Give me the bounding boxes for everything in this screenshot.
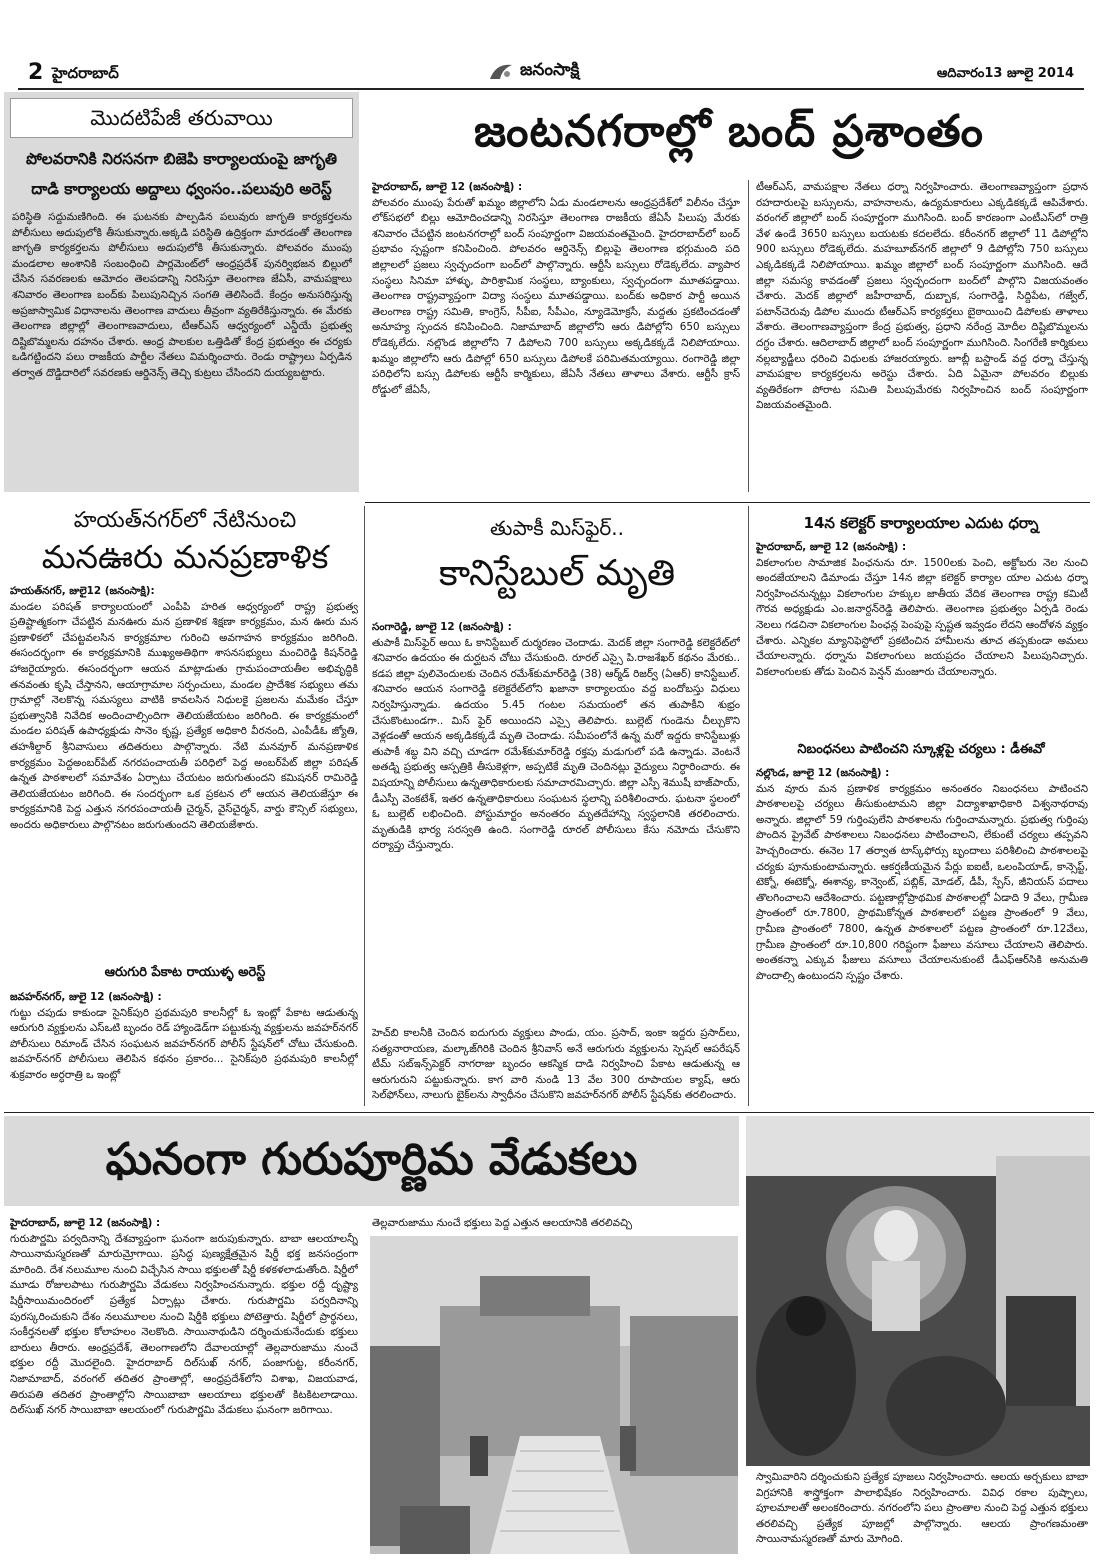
guru-caption-right: స్వామివారిని దర్శించుకుని ప్రత్యేక పూజలు నిర్వహించారు. ఆలయ అర్చకులు బాబా విగ్రహానికి శాస్త్రోక్తంగా పాలాభిషేకం నిర్వహించారు. వివిధ రకాల పుష్పాలు, పూలమాలతో అలంకరించారు. నగరంలోని పలు ప్రాంతాల నుంచి పెద్ద ఎత్తున భక్తులు తరలివచ్చి ప్రత్యేక పూజల్లో పాల్గొన్నారు. ఆలయ ప్రాంగణమంతా సాయినామస్మరణతో మారు మోగింది. [756,1471,1088,1546]
shrine-photo-art [746,1116,1090,1466]
continued-kicker [10,98,353,138]
col-divider-2 [364,506,365,1106]
kicker-text: మొదటిపేజీ తరువాయి [90,106,273,130]
arrest-dateline: జవహర్‌నగర్, జులై 12 (జనంసాక్షి) : [10,991,162,1003]
arrest-continued: హెచ్‌బి కాలనీకి చెందిన ఐదుగురు వ్యక్తులు పాండు, యం. ప్రసాద్, ఇంకా ఇద్దరు ప్రసాద్‌లు, సత్యనారాయణ, మల్కాజ్‌గిరికి చెందిన శ్రీనివాస్ అనే ఆరుగురు వ్యక్తులను స్పెషల్ ఆపరేషన్ టీమ్ సబ్‌ఇన్స్‌పెక్టర్ నాగరాజు బృందం ఆకస్మిక దాడి నిర్వహించి పేకాట ఆడుతున్న ఆ ఆరుగురుని పట్టుకున్నారు. కాగ వారి నుండి 13 వేల 300 రూపాయల క్యాష్, ఆరు సెల్‌ఫోన్‌లు, నాలుగు బైక్‌లను స్వాధీనం చేసుకొని జవహర్‌నగర్ పోలీస్ స్టేషన్‌కు తరలించారు. [372,1027,740,1102]
col-divider [748,180,749,492]
schools-body [756,766,1088,1090]
guru-body [10,1216,358,1556]
guru-headline: ఘనంగా గురుపూర్ణిమ వేడుకలు [105,1134,638,1185]
guru-caption-mid: తెల్లవారుజాము నుంచే భక్తులు పెద్ద ఎత్తున ఆలయానికి తరలివచ్చి [372,1217,633,1229]
continued-panel [4,92,359,492]
main-story-col2: టీఆర్ఎస్, వామపక్షాల నేతలు ధర్నా నిర్వహించారు. తెలంగాణవ్యాప్తంగా ప్రధాన రహదారులపై బస్సులను, వాహనాలను, ఉద్యమకారులు ఎక్కడికక్కడే ఆపివేశారు. వరంగల్ జిల్లాలో బంద్ సంపూర్ణంగా ముగిసింది. బంద్ కారణంగా ఎంటీఎస్‌లో రాత్రి వేళ ఉండే 3650 బస్సులు బయటకు కదలలేదు. కరీంనగర్ జిల్లాలో 11 డిపోల్లోని 900 బస్సులు రోడెక్కలేదు. మహబూబ్‌నగర్ జిల్లాలో 9 డిపోల్లోని 750 బస్సులు ఎక్కడికక్కడే నిలిపోయాయి. ఖమ్మం జిల్లాలో బంద్ సంపూర్ణంగా ముగిసింది. ఆదే జిల్లా సమస్య కావడంతో ప్రజలు స్వచ్ఛందంగా బంద్‌లో పాల్గొని విజయవంతం చేశారు. మెదక్ జిల్లాలో జహీరాబాద్, దుబ్బాక, సంగారెడ్డి, సిద్దిపేట, గజ్వేల్, పటాన్‌చెరువు డిపోల ముందు టీఆర్ఎస్ కార్యకర్తలు బైఠాయించి డిపోలకు తాళాలు వేశారు. తెలంగాణవ్యాప్తంగా కేంద్ర ప్రభుత్వ, ప్రధాని నరేంద్ర మోదీల దిష్టిబొమ్మలను దగ్ధం చేశారు. ఆదిలాబాద్ జిల్లాలో బంద్ సంపూర్ణంగా ముగిసింది. సింగరేణి కార్మికులు నల్లబ్యాడ్జీలు ధరించి విధులకు హాజరయ్యారు. జూబ్లీ బస్టాండ్ వద్ద ధర్నా చేస్తున్న వామపక్షాల కార్యకర్తలను అరెస్టు చేశారు. ఏది ఏమైనా పోలవరం బిల్లుకు వ్యతిరేకంగా పోరాట సమితి పిలుపుమేరకు నిర్వహించిన బంద్ సంపూర్ణంగా విజయవంతమైంది. [756,181,1088,412]
guru-dateline: హైదరాబాద్, జూలై 12 (జనంసాక్షి) : [10,1217,161,1229]
main-col1-text: పోలవరం ముంపు పేరుతో ఖమ్మం జిల్లాలోని ఏడు మండలాలను ఆంధ్రప్రదేశ్‌లో విలీనం చేస్తూ లోక్‌సభలో బిల్లు ఆమోదించడాన్ని నిరసిస్తూ తెలంగాణ రాజకీయ జేఏసీ పిలుపు మేరకు శనివారం చేపట్టిన జంటనగరాల్లో బంద్ సంపూర్ణంగా విజయవంతమైంది. హైదరాబాద్‌లో బంద్ ప్రభావం స్పష్టంగా కనిపించింది. పోలవరం ఆర్డినెన్స్ బిల్లుపై తెలంగాణ భగ్గుమంది పది జిల్లాలలో ప్రజలు స్వచ్ఛందంగా బంద్‌లో పాల్గొన్నారు. ఆర్టీసీ బస్సులు రోడెక్కలేదు. వ్యాపార సంస్థలు సినిమా హాళ్ళు, పారిశ్రామిక సంస్థలు, బ్యాంకులు, స్వచ్ఛందంగా మూతపడ్డాయి. తెలంగాణ రాష్ట్రవ్యాప్తంగా విద్యా సంస్థలు మూతపడ్డాయి. బంద్‌కు అధికార పార్టీ అయిన తెలంగాణ రాష్ట్ర సమితి, కాంగ్రెస్, సీపీఐ, సీపీఎం, న్యూడెమోక్రసీ, మద్దతు ప్రకటించడంతో అనూహ్య స్పందన కనిపించింది. నిజామాబాద్ జిల్లాలోని ఆరు డిపోల్లోని 650 బస్సులు రోడెక్కలేదు. నల్లొండ జిల్లాలోని 7 డిపోలని 700 బస్సులు అక్కడికక్కడే నిలిపోయాయి. ఖమ్మం జిల్లాలోని ఆరు డిపోల్లో 650 బస్సులు డిపోలకే పరిమితమయ్యాయి. రంగారెడ్డి జిల్లా పరిధిలోని బస్సు డిపోలకు ఆర్టీసీ కార్మికులు, జేఏసీ నేతలు తాళాలు వేశారు. ఆర్టీసీ క్రాస్ రోడ్డులో జేఏసీ, [372,196,740,396]
gun-kicker: తుపాకీ మిస్‌ఫైర్.. [489,516,625,540]
schools-text: మన వూరు మన ప్రణాళిక కార్యక్రమం అనంతరం నిబంధనలు పాటించని పాఠశాలలపై చర్యలు తీసుకుంటామని జిల్లా విద్యాశాఖాధికారి విశ్వనాథరావు అన్నారు. జిల్లాలో 59 గుర్తింపులేని పాఠశాలను గుర్తించామన్నారు. ప్రభుత్వ గుర్తింపు పొందిన ప్రైవేట్ పాఠశాలలు నిబంధనలు పాటించాలని, లేకుంటే చర్యలు తప్పవని హెచ్చరించారు. ఈనెల 17 తర్వాత టాస్క్‌ఫోర్సు బృందాలు పరిశీలించి పాఠశాలలపై చర్యకు పూనుకుంటామన్నారు. ఆకర్షణీయమైన పేర్లు ఐఐటీ, ఒలంపియాడ్, కాన్సెప్ట్, టెక్నో, ఈటెక్నో, ఈశాన్య, కాన్వెంట్, పబ్లిక్, మోడల్, డీపీ, స్పేస్, జీనియస్ పదాలు తొలగించాలని ఆదేశించారు. పట్టణాల్లోప్రాథమిక పాఠశాలల్లో ఏడాది 9 వేలు, గ్రామీణ ప్రాంతంలో రూ.7800, ప్రాథమికోన్నత పాఠశాలలో పట్టణ ప్రాంతంలో 9 వేలు, గ్రామీణ ప్రాంతంలో 7800, ఉన్నత పాఠశాలలో పట్టణ ప్రాంతంలో రూ.12వేలు, గ్రామీణ ప్రాంతంలో రూ.10,800 గరిష్టంగా ఫీజులు వసూలు చేయాలని తెలిపారు. అంతకన్నా ఎక్కువ ఫీజులు వసూలు చేయాలనుకుంటే డీఎఫ్ఆర్‌సికి అనుమతి పొందాల్సి ఉంటుందని స్పష్టం చేశారు. [756,782,1088,982]
shrine-photo [746,1116,1090,1466]
schools-headline: నిబంధనలు పాటించని స్కూళ్లపై చర్యలు : డీఈవో [797,742,1045,757]
hayath-body [10,584,358,958]
temple-photo [370,1236,738,1554]
page-date: ఆదివారం13 జూలై 2014 [936,66,1074,81]
section-rule-2 [4,1112,1094,1113]
polavaram-body: పరిస్థితి సద్దుమణిగింది. ఈ ఘటనకు పాల్పడిన పలువురు జాగృతి కార్యకర్తలను పోలీసులు అదుపులోకి తీసుకున్నారు.అక్కడి పరిస్థితి ఉద్రిక్తంగా మారడంతో తెలంగాణ జాగృతి కార్యకర్తలను పోలీసులు అదుపులోకి తీసుకున్నారు. పోలవరం ముంపు మండలాల అంశానికి సంబంధించి పార్లమెంట్‌లో ఆంధ్రప్రదేశ్ పునర్విభజన బిల్లులో చేసిన సవరణలకు ఆమోదం తెలపడాన్ని నిరసిస్తూ తెలంగాణ జేఏసీ, వామపక్షాలు శనివారం తెలంగాణ బంద్‌కు పిలుపునిచ్చిన సంగతి తెలిసిందే. కేంద్రం అనుసరిస్తున్న అప్రజాస్వామిక విధానాలను తెలంగాణ వాదులు తీవ్రంగా వ్యతిరేకిస్తున్నారు. ఈ మేరకు తెలంగాణ జిల్లాల్లో తెలంగాణవాదులు, టీఆర్ఎస్ ఆధ్వర్యంలో ఎన్డీయే ప్రభుత్వ దిష్టిబొమ్మలను దహనం చేశారు. ఆంధ్ర పాలకుల ఒత్తిడితో కేంద్ర ప్రభుత్వం ఈ చర్యకు ఒడిగట్టిందని పలు రాజకీయ పార్టీల నేతలు విమర్శించారు. రెండు రాష్ట్రాలు ఏర్పడిన తర్వాత దొడ్డిదారిలో సవరణకు ఆర్డినెన్స్ తెచ్చి కుట్రలు చేసిందని దుయ్యబట్టారు. [12,211,352,379]
hayath-headline: మనఊరు మనప్రణాళిక [41,538,329,576]
main-story-col1 [372,180,740,500]
gun-body [372,620,740,992]
guru-headline-box [4,1116,739,1206]
dharna-text: వికలాంగుల సామాజిక పింఛనును రూ. 1500లకు పెంచి, అక్టోబరు నెల నుంచి అందజేయాలని డిమాండు చేస్తూ 14న జిల్లా కలెక్టర్ కార్యాల యాల ఎదుట ధర్నా నిర్వహించనున్నట్లు వికలాంగుల హక్కుల జాతీయ వేదిక తెలంగాణ రాష్ట్ర కమిటీ గౌరవ అధ్యక్షుడు ఎం.జనార్దన్‌రెడ్డి తెలిపారు. తెలంగాణ ప్రభుత్వం ఏర్పడి రెండు నెలలు గడచినా వికలాంగుల పింఛన్ల పెంపుపై స్పష్టత ఇవ్వడం లేదని ఆందోళన వ్యక్తం చేశారు. ఎన్నికల మ్యానిఫెస్టోలో ప్రకటించిన హామీలను తూచ తప్పకుండా అమలు చేయాలన్నారు. ధర్నాను వికలాంగులు జయప్రదం చేయాలని పిలుపునిచ్చారు. వికలాంగులకు తోడు పెంచిన పెన్షన్ మంజూరు చేయాలన్నారు. [756,556,1088,678]
main-dateline: హైదరాబాద్, జూలై 12 (జనంసాక్షి) : [372,181,523,193]
schools-dateline: నల్లొండ, జూలై 12 (జనంసాక్షి) : [756,767,890,779]
gun-text: తుపాకీ మిస్‌ఫైర్ అయి ఓ కానిస్టేబుల్ దుర్మరణం చెందాడు. మెదక్ జిల్లా సంగారెడ్డి కలెక్టరేట్‌లో శనివారం ఉదయం ఈ దుర్ఘటన చోటు చేసుకుంది. రూరల్ ఎస్సై పి.రాజశేఖర్ కథనం మేరకు.. కడప జిల్లా పులివెందులకు చెందిన రమేశ్‌కుమార్‌రెడ్డి (38) ఆర్మ్‌డ్ రిజర్వ్ (ఏఆర్) కానిస్టేబుల్. శనివారం ఆయన సంగారెడ్డి కలెక్టరేట్‌లోని ఖజానా కార్యాలయం వద్ద బందోబస్తు విధులు నిర్వహిస్తున్నాడు. ఉదయం 5.45 గంటల సమయంలో తన తుపాకీని శుభ్రం చేసుకొంటుండగా.. మిస్ ఫైర్ అయిందని ఎస్సై తెలిపారు. బుల్లెట్ గుండెను చీల్చుకొని వెళ్లడంతో ఆయన అక్కడికక్కడే మృతి చెందాడు. సమీపంలోనే ఉన్న మరో ఇద్దరు కానిస్టేబుళ్లు తుపాకీ శబ్ధ విని వచ్చి చూడగా రమేశ్‌కుమార్‌రెడ్డి రక్తపు మడుగులో పడి ఉన్నాడు. వెంటనే అతడ్ని ప్రభుత్వ ఆస్పత్రికి తీసుకెళ్లగా, అప్పటికే మృతి చెందినట్లు వైద్యులు నిర్ధారించారు. ఈ విషయాన్ని పోలీసులు ఉన్నతాధికారులకు సమాచారమిచ్చారు. జిల్లా ఎస్పీ శెముషీ బాజ్‌పాయ్, డీఎస్పీ వెంకటేశ్, ఇతర ఉన్నతాధికారులు సంఘటన స్థలాన్ని పరిశీలించారు. ఘటనా స్థలంలో ఓ బుల్లెట్ లభించింది. పోస్టుమార్టం అనంతరం మృతదేహాన్ని స్వస్థలానికి తరలించారు. మృతుడికి భార్య సరస్వతి ఉంది. సంగారెడ్డి రూరల్ పోలీసులు కేసు నమోదు చేసుకొని దర్యాప్తు చేస్తున్నారు. [372,636,740,852]
dharna-headline: 14న కలెక్టర్ కార్యాలయాల ఎదుట ధర్నా [803,514,1039,532]
hayath-dateline: హయత్‌నగర్, జులై12 (జనంసాక్షి): [10,585,155,597]
masthead [488,60,579,84]
polavaram-headline: పోలవరానికి నిరసనగా బిజెపి కార్యాలయంపై జాగృతి దాడి కార్యాలయ అద్దాలు ధ్వంసం..పలువురి అరెస్ట్ [25,150,338,198]
guru-text: గురుపౌర్ణమి పర్వదినాన్ని దేశవ్యాప్తంగా ఘనంగా జరుపుకున్నారు. బాబా ఆలయాలన్నీ సాయినామస్మరణతో మారుమ్రోగాయి. ప్రసిద్ధ పుణ్యక్షేత్రమైన షిర్డీ భక్త జనసంద్రంగా మారింది. దేశ నలుమూల నుంచి విచ్చేసిన సాయి భక్తులతో షిర్డీ కళకళలాడుతోంది. షిర్డీలో మూడు రోజులపాటు గురుపౌర్ణమి వేడుకలు నిర్వహించనున్నారు. భక్తుల రద్దీ దృష్ట్యా షిర్డీసాయిమందిరంలో ప్రత్యేక ఏర్పాట్లు చేశారు. గురుపౌర్ణమి పర్వదినాన్ని పురస్కరించుకుని దేశం నలుమూలల నుంచి షిర్డీకి భక్తులు పోటెత్తారు. షిర్డీలో ప్రార్థనలు, సంకీర్తనలతో భక్తుల కోలాహలం నెలకొంది. సాయినాథుడిని దర్శించుకునేందుకు భక్తులు బారులు తీరారు. ఆంధ్రప్రదేశ్, తెలంగాణలోని దేవాలయాల్లో తెల్లవారుజాము నుంచే భక్తుల రద్దీ మొదలైంది. హైదరాబాద్ దిల్‌సుఖ్ నగర్, పంజాగుట్ట, కరీంనగర్, నిజామాబాద్, వరంగల్ తదితర ప్రాంతాల్లో, ఆంధ్రప్రదేశ్‌లోని విశాఖ, విజయవాడ, తిరుపతి తదితర ప్రాంతాల్లోని సాయిబాబా ఆలయాలు భక్తులతో కిటకిటలాడాయి. దిల్‌సుఖ్ నగర్ సాయిబాబా ఆలయంలో గురుపౌర్ణమి వేడుకలు ఘనంగా జరిగాయి. [10,1232,358,1417]
hayath-kicker: హయత్‌నగర్‌లో నేటినుంచి [73,508,297,533]
page-number: 2 [28,60,44,85]
arrest-text: గుట్టు చపుడు కాకుండా సైనిక్‌పురి ప్రథమపురి కాలనీల్లో ఓ ఇంట్లో పేకాట ఆడుతున్న ఆరుగురి వ్యక్తులను ఎస్‌ఒటి బృందం రెడ్ హ్యాండెడ్‌గా పట్టుకున్న వ్యక్తులను జవహర్‌నగర్ పోలీసులు రిమాండ్ చేసిన సంఘటన జవహర్‌నగర్ పోలీస్ స్టేషన్‌లో చోటు చేసుకుంది. జవహర్‌నగర్ పోలీసులు తెలిపిన కథనం ప్రకారం... సైనిక్‌పురి ప్రథమపురి కాలనీల్లో శుక్రవారం అర్ధరాత్రి ఒ ఇంట్లో [10,1006,358,1081]
col-divider-3 [748,506,749,1106]
main-headline: జంటనగరాల్లో బంద్ ప్రశాంతం [474,106,984,157]
hayath-text: మండల పరిషత్ కార్యాలయంలో ఎంపీపి హరిత ఆధ్వర్యంలో రాష్ట్ర ప్రభుత్వ ప్రతిష్టాత్మకంగా చేపట్టిన మనఊరు మన ప్రణాళిక శిక్షణా కార్యక్రమం, మన ఊరు మన ప్రణాళికలో చేపట్టవలసిన కార్యక్రమాల గురించి అవగాహన కార్యక్రమం జరిగింది. ఈసందర్భంగా ఈ కార్యక్రమానికి ముఖ్యఅతిథిగా శాసనసభ్యులు మంచిరెడ్డి కిషన్‌రెడ్డి హాజరైయ్యారు. ఈసందర్భంగా ఆయన మాట్లాడుతు గ్రామపంచాయతీల అభివృద్ధికి తనవంతు కృషి చేస్తానని, ఆయాగ్రామాల సర్పంచులు, మండల ప్రాదేశిక సభ్యులు తమ గ్రామాల్లో నెలకొన్న సమస్యలు వాటికి కావలసిన నిధులకై ప్రజలను మమేకం చేస్తూ ప్రభుత్వానికి నివేదిక అందించాల్సిందిగా తెలియజేయటం జరిగింది. ఈ కార్యక్రమంలో మండల పరిషత్ ఉపాధ్యక్షుడు సానెం కృష్ణ, ప్రత్యేక అధికారి వీరనంది, ఎంపీడీఓ జ్యోతి, తహశీల్దార్ శ్రీనివాసులు తదితరులు పాల్గొన్నారు. నేటి మనవూర్ మనప్రణాళిక కార్యక్రమం పెద్దఅంబర్‌పేట్ నగరపంచాయతీ పరిధిలో పెద్ద అంబర్‌పేట్ జిల్లా పరిషత్ ఉన్నత పాఠశాలలో సమావేశం ఏర్పాటు చేయటం జరుగుతుందని కమిషనర్ రామిరెడ్డి తెలియజేయటం జరిగింది. ఈ సందర్భంగా ఒక ప్రకటన లో ఆయన తెలియజేస్తూ ఈ కార్యక్రమానికి పెద్ద ఎత్తున నగరపంచాయతీ చైర్మన్, వైస్‌చైర్మన్, వార్డు కౌన్సిల్ సభ్యులు, అందరు అధికారులు పాల్గొనటం జరుగుతుందని తెలియజేశారు. [10,600,358,831]
masthead-logo-icon [488,61,514,83]
masthead-title: జనంసాక్షి [520,60,580,80]
gun-dateline: సంగారెడ్డి, జూలై 12 (జనంసాక్షి) : [372,621,512,633]
page-header [18,58,1084,88]
dharna-body [756,540,1088,736]
temple-photo-art [370,1236,738,1554]
header-rule [18,88,1084,90]
arrest-body [10,990,358,1108]
arrest-headline: ఆరుగురి పేకాట రాయుళ్ళ అరెస్ట్ [104,965,266,980]
gun-headline: కానిస్టేబుల్ మృతి [438,553,676,594]
section-name: హైదరాబాద్ [52,64,119,82]
section-rule-1 [365,502,1090,503]
dharna-dateline: హైదరాబాద్, జూలై 12 (జనంసాక్షి) : [756,541,907,553]
